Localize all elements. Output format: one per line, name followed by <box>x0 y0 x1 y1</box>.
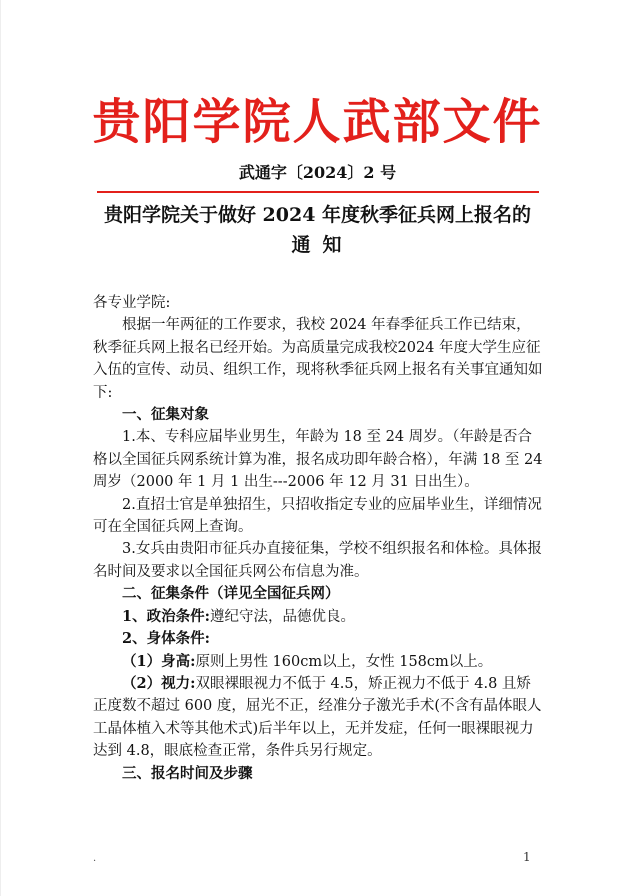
red-divider <box>97 191 539 193</box>
item-1: 1.本、专科应届毕业男生，年龄为 18 至 24 周岁。（年龄是否合格以全国征兵网系统计算为准，报名成功即年龄合格），年满 18 至 24 周岁（2000 年 1 月 1 出生---2006 年 12 月 31 日出生）。 <box>93 429 543 491</box>
notice-subject <box>0 200 635 260</box>
item-2: 2.直招士官是单独招生，只招收指定专业的应届毕业生，详细情况可在全国征兵网上查询。 <box>93 496 542 536</box>
political-text: 遵纪守法，品德优良。 <box>209 608 355 625</box>
item-3: 3.女兵由贵阳市征兵办直接征集，学校不组织报名和体检。具体报名时间及要求以全国征兵网公布信息为准。 <box>93 541 542 580</box>
height-label: （1）身高: <box>122 652 196 670</box>
vision-text: 双眼裸眼视力不低于 4.5，矫正视力不低于 4.8 且矫正度数不超过 600 度，屈光不正，经准分子激光手术(不含有晶体眼人工晶体植入术等其他术式)后半年以上，无并发症，任何一眼裸眼视力达到 4.8，眼底检查正常，条件兵另行规定。 <box>93 675 542 760</box>
section-3-heading: 三、报名时间及步骤 <box>122 764 253 782</box>
vision-label: （2）视力: <box>122 674 196 692</box>
political-label: 1、政治条件: <box>122 607 210 625</box>
subject-line-1: 贵阳学院关于做好 2024 年度秋季征兵网上报名的 <box>103 204 532 226</box>
salutation: 各专业学院: <box>93 295 171 311</box>
section-2-heading: 二、征集条件（详见全国征兵网） <box>122 585 340 603</box>
intro-paragraph: 根据一年两征的工作要求，我校 2024 年春季征兵工作已结束，秋季征兵网上报名已经开始。为高质量完成我校2024 年度大学生应征入伍的宣传、动员、组织工作，现将秋季征兵网上报名有关事宜通知如下: <box>93 317 543 401</box>
height-text: 原则上男性 160cm以上，女性 158cm以上。 <box>195 653 493 670</box>
vision-condition <box>93 673 543 763</box>
document-body <box>93 292 543 785</box>
height-condition <box>93 651 543 673</box>
political-condition <box>93 606 543 628</box>
footer-mark: · <box>93 856 97 867</box>
page-number: 1 <box>523 850 531 864</box>
physical-condition-heading: 2、身体条件: <box>122 630 210 648</box>
subject-line-2: 通知 <box>291 234 354 256</box>
section-1-heading: 一、征集对象 <box>122 406 209 424</box>
document-number: 武通字〔2024〕2 号 <box>238 163 397 182</box>
document-title: 贵阳学院人武部文件 <box>92 94 543 150</box>
